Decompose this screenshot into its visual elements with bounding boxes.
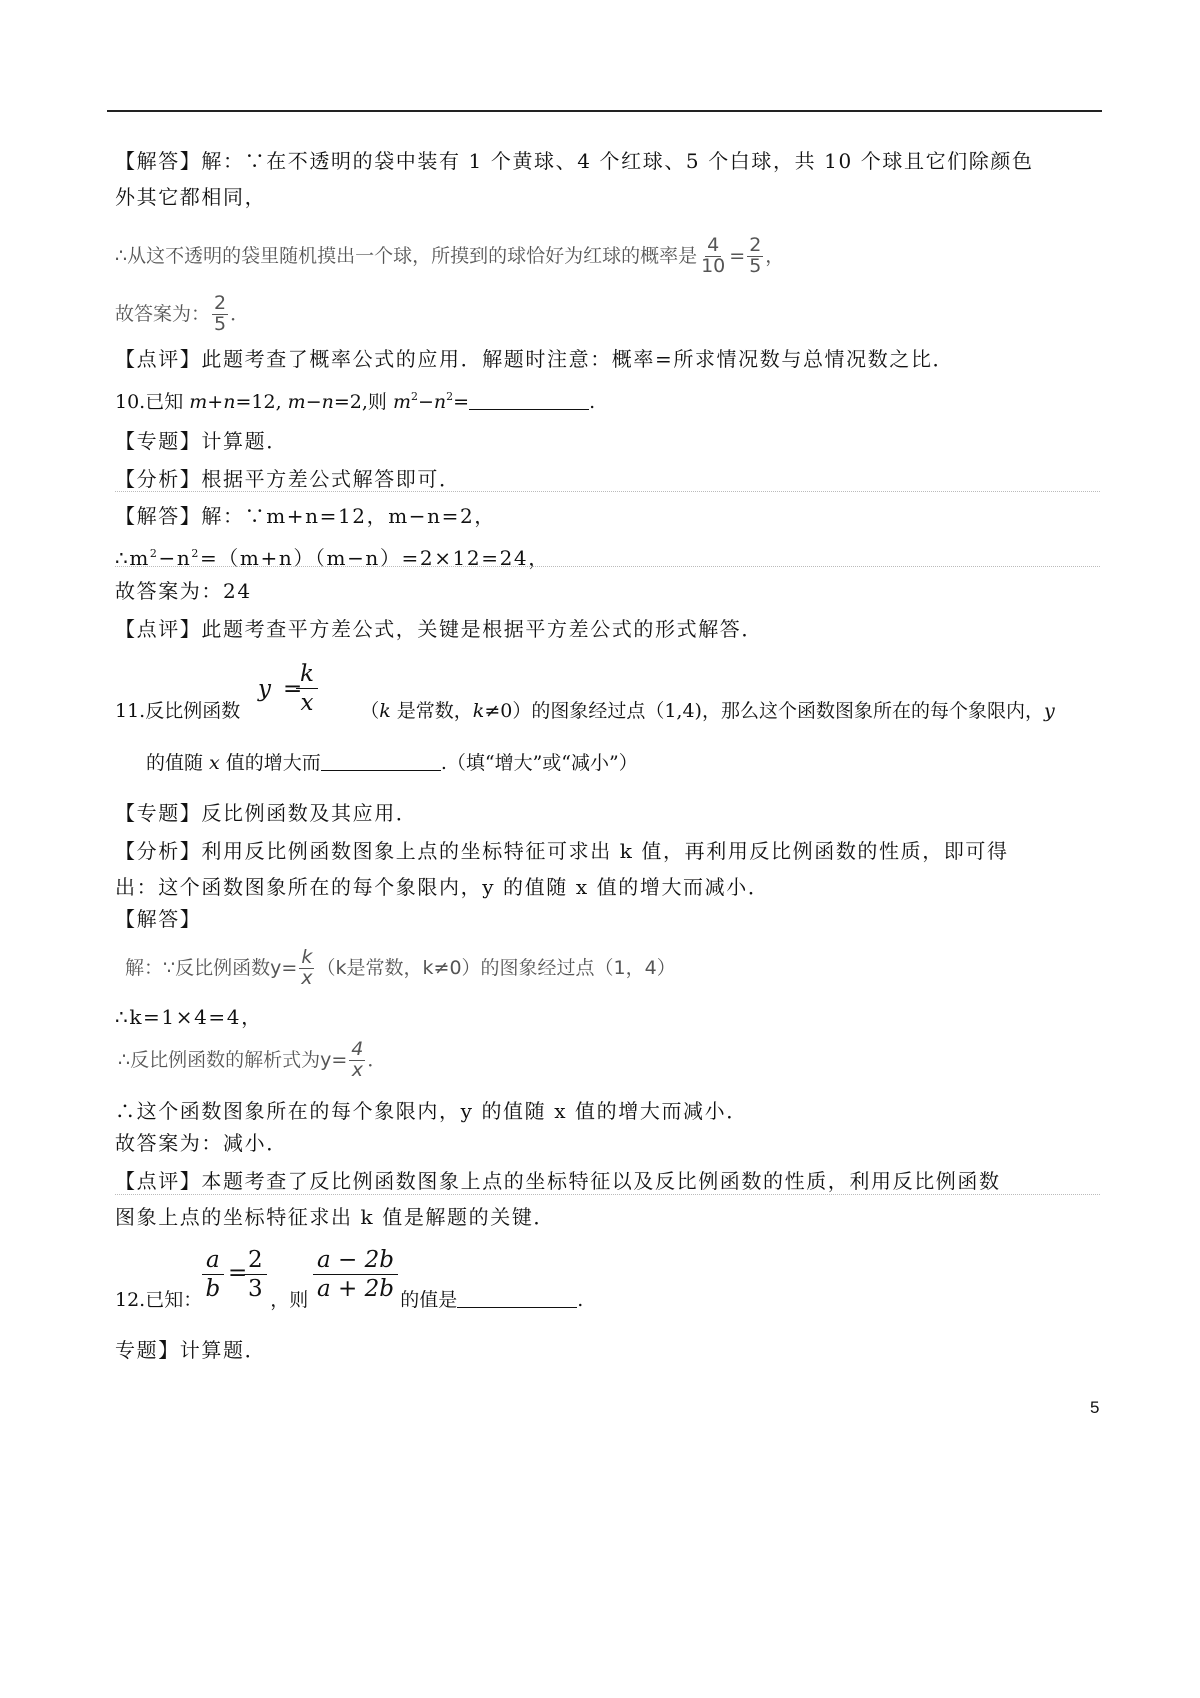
q12-fraction-2-over-3: 2 3: [244, 1246, 267, 1303]
q11-formula-eq: =: [283, 676, 303, 702]
divider: [115, 1194, 1100, 1195]
q9-probability-line: ∴从这不透明的袋里随机摸出一个球，所摸到的球恰好为红球的概率是 $\frac{4}{10}$ = $\frac{2}{5}$ ，: [115, 234, 785, 277]
q12-topic: 专题】计算题．: [115, 1338, 267, 1362]
q9-answer-line1: 【解答】解：∵在不透明的袋中装有 1 个黄球、4 个红球、5 个白球，共 10 个球且它们除颜色: [115, 149, 1034, 173]
q11-topic: 【专题】反比例函数及其应用．: [115, 801, 418, 825]
q12-fraction-expression: a − 2b a + 2b: [313, 1246, 398, 1303]
q10-answer-blank: [469, 389, 589, 410]
q9-fraction-2: $\frac{2}{5}$: [749, 234, 762, 277]
q11-question-line2: 的值随 x 值的增大而 .（填“增大”或“减小”）: [146, 752, 638, 774]
q12-equals: =: [228, 1260, 248, 1286]
q11-formula-y: y: [258, 676, 271, 702]
q9-prob-text: ∴从这不透明的袋里随机摸出一个球，所摸到的球恰好为红球的概率是: [115, 245, 698, 267]
q10-topic: 【专题】计算题．: [115, 429, 288, 453]
q11-solution-line1: 解：∵反比例函数y= $\frac{k}{x}$ （k是常数，k≠0）的图象经过点（1，4）: [125, 946, 676, 989]
q11-solution-fraction-2: $\frac{4}{x}$: [351, 1038, 364, 1081]
q11-formula-fraction: k x: [296, 660, 318, 717]
q12-fraction-a-over-b: a b: [202, 1246, 224, 1303]
q11-analysis-line2: 出：这个函数图象所在的每个象限内，y 的值随 x 值的增大而减小．: [115, 875, 770, 899]
q9-comment: 【点评】此题考查了概率公式的应用．解题时注意：概率=所求情况数与总情况数之比．: [115, 347, 955, 371]
q11-solution-line3: ∴反比例函数的解析式为y= $\frac{4}{x}$ ．: [118, 1038, 387, 1081]
q10-answer-line2: $\therefore m^2-n^2=(m+n)(m-n)=2\times 12=24$，: [115, 546, 550, 570]
q12-question: 12.已知： ，则 的值是 .: [115, 1289, 584, 1311]
q10-answer-line3: 故答案为：24: [115, 579, 252, 603]
q12-answer-blank: [457, 1287, 577, 1308]
q11-comment-line1: 【点评】本题考查了反比例函数图象上点的坐标特征以及反比例函数的性质，利用反比例函数: [115, 1169, 1001, 1193]
q9-answer-fraction: $\frac{2}{5}$: [214, 292, 227, 335]
q10-comment: 【点评】此题考查平方差公式，关键是根据平方差公式的形式解答．: [115, 617, 763, 641]
divider: [115, 491, 1100, 492]
header-rule: [107, 110, 1102, 112]
q10-analysis: 【分析】根据平方差公式解答即可．: [115, 467, 461, 491]
page-number: 5: [1090, 1398, 1100, 1417]
q11-question-line1: 11.反比例函数 （k 是常数，k≠0）的图象经过点（1,4)，那么这个函数图象所在的每个象限内，y: [115, 700, 1055, 722]
q11-solution-fraction: $\frac{k}{x}$: [301, 946, 313, 989]
q11-solution-line5: 故答案为：减小．: [115, 1131, 288, 1155]
q11-answer-label: 【解答】: [115, 907, 202, 931]
q9-answer-line2: 外其它都相同，: [115, 185, 267, 209]
q11-solution-line2: ∴k=1×4=4，: [115, 1005, 263, 1029]
q11-analysis-line1: 【分析】利用反比例函数图象上点的坐标特征可求出 k 值，再利用反比例函数的性质，即可得: [115, 839, 1009, 863]
divider: [115, 566, 1100, 567]
q11-solution-line4: ∴这个函数图象所在的每个象限内，y 的值随 x 值的增大而减小．: [115, 1099, 748, 1123]
q11-answer-blank: [321, 750, 441, 771]
q10-answer-line1: 【解答】解：∵m+n=12，m−n=2，: [115, 504, 496, 528]
q9-answer-result: 故答案为： $\frac{2}{5}$ ．: [115, 292, 250, 335]
q9-fraction-1: $\frac{4}{10}$: [701, 234, 726, 277]
q11-comment-line2: 图象上点的坐标特征求出 k 值是解题的关键．: [115, 1205, 556, 1229]
q10-question: 10.已知 m+n=12, m−n=2,则 $m^2-n^2=$ .: [115, 390, 596, 413]
